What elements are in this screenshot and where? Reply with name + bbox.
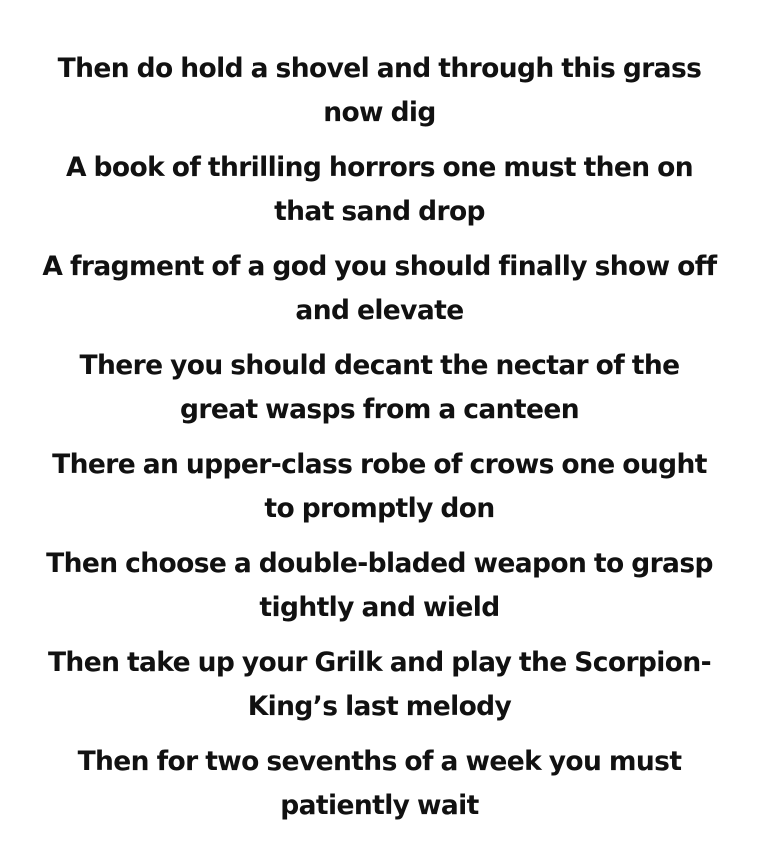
verse-1: Then do hold a shovel and through this grass now dig [57, 53, 702, 128]
verse-7: Then take up your Grilk and play the Scorpion-King’s last melody [47, 647, 712, 722]
verse-2: A book of thrilling horrors one must then on that sand drop [65, 152, 694, 227]
verse-4: There you should decant the nectar of the great wasps from a canteen [79, 350, 680, 425]
verse-8: Then for two sevenths of a week you must patiently wait [77, 746, 682, 821]
verse-6: Then choose a double-bladed weapon to grasp tightly and wield [46, 548, 713, 623]
verse-3: A fragment of a god you should finally show off and elevate [42, 251, 717, 326]
verse-5: There an upper-class robe of crows one ought to promptly don [52, 449, 707, 524]
